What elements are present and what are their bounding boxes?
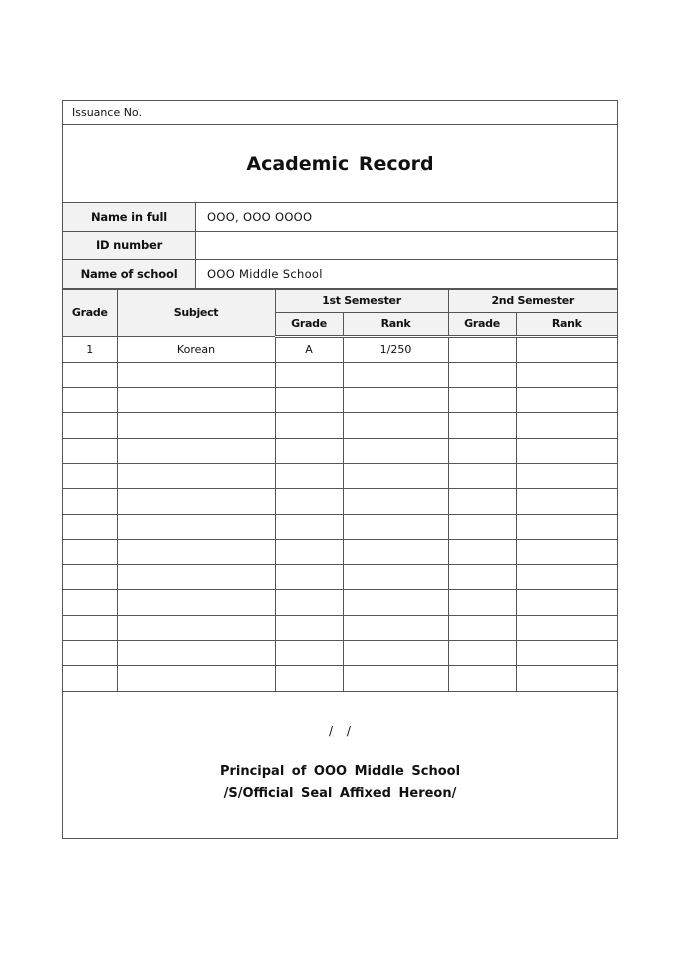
table-row	[63, 413, 617, 438]
cell-sem2-grade[interactable]	[448, 590, 516, 615]
header-2nd-semester: 2nd Semester	[448, 289, 617, 312]
cell-sem1-grade[interactable]	[275, 413, 343, 438]
cell-subject[interactable]	[117, 615, 275, 640]
cell-sem1-rank[interactable]	[343, 362, 448, 387]
cell-sem2-rank[interactable]	[516, 336, 617, 362]
cell-sem2-rank[interactable]	[516, 463, 617, 488]
header-1st-semester: 1st Semester	[275, 289, 448, 312]
header-sem1-rank: Rank	[343, 312, 448, 336]
table-row	[63, 514, 617, 539]
school-name-label: Name of school	[63, 260, 196, 288]
header-sem1-grade: Grade	[275, 312, 343, 336]
cell-sem2-grade[interactable]	[448, 514, 516, 539]
id-number-value[interactable]	[196, 232, 617, 260]
cell-sem1-grade[interactable]	[275, 565, 343, 590]
info-row-id	[63, 232, 617, 261]
cell-sem2-grade[interactable]	[448, 489, 516, 514]
cell-subject[interactable]	[117, 590, 275, 615]
table-row	[63, 666, 617, 691]
cell-sem2-rank[interactable]	[516, 438, 617, 463]
cell-grade[interactable]	[63, 565, 117, 590]
cell-sem1-rank[interactable]	[343, 514, 448, 539]
cell-sem1-rank[interactable]: 1/250	[343, 336, 448, 362]
cell-sem1-grade[interactable]	[275, 438, 343, 463]
header-subject: Subject	[117, 289, 275, 336]
table-row	[63, 438, 617, 463]
name-label: Name in full	[63, 203, 196, 231]
issuance-number-row	[63, 101, 617, 125]
cell-grade[interactable]	[63, 489, 117, 514]
table-row	[63, 362, 617, 387]
cell-sem1-rank[interactable]	[343, 539, 448, 564]
cell-sem1-rank[interactable]	[343, 615, 448, 640]
info-row-name	[63, 203, 617, 232]
cell-grade[interactable]	[63, 514, 117, 539]
table-row	[63, 489, 617, 514]
cell-sem1-rank[interactable]	[343, 413, 448, 438]
table-header-row-1	[63, 289, 617, 312]
document-title: Academic Record	[246, 152, 434, 175]
table-row	[63, 463, 617, 488]
cell-subject[interactable]	[117, 489, 275, 514]
cell-sem2-grade[interactable]	[448, 539, 516, 564]
cell-subject[interactable]	[117, 463, 275, 488]
principal-signature: Principal of OOO Middle School	[219, 763, 461, 779]
table-row	[63, 539, 617, 564]
cell-sem2-rank[interactable]	[516, 388, 617, 413]
official-seal-note: /S/Official Seal Affixed Hereon/	[223, 785, 457, 801]
cell-sem2-rank[interactable]	[516, 413, 617, 438]
cell-sem2-grade[interactable]	[448, 565, 516, 590]
cell-grade[interactable]	[63, 590, 117, 615]
name-value[interactable]: OOO, OOO OOOO	[207, 209, 313, 224]
cell-sem1-rank[interactable]	[343, 438, 448, 463]
table-row	[63, 336, 617, 362]
info-row-school	[63, 260, 617, 289]
cell-sem1-grade[interactable]	[275, 489, 343, 514]
cell-grade[interactable]	[63, 463, 117, 488]
table-row	[63, 615, 617, 640]
cell-sem1-rank[interactable]	[343, 463, 448, 488]
cell-sem2-rank[interactable]	[516, 590, 617, 615]
header-sem2-grade: Grade	[448, 312, 516, 336]
cell-subject[interactable]	[117, 641, 275, 666]
cell-grade[interactable]	[63, 438, 117, 463]
cell-sem1-grade[interactable]	[275, 641, 343, 666]
cell-grade[interactable]	[63, 641, 117, 666]
cell-sem2-grade[interactable]	[448, 336, 516, 362]
cell-sem1-grade[interactable]	[275, 514, 343, 539]
cell-grade[interactable]	[63, 413, 117, 438]
cell-subject[interactable]	[117, 388, 275, 413]
cell-sem1-grade[interactable]	[275, 388, 343, 413]
cell-subject[interactable]	[117, 565, 275, 590]
cell-sem2-grade[interactable]	[448, 438, 516, 463]
cell-sem2-grade[interactable]	[448, 413, 516, 438]
cell-sem1-grade[interactable]	[275, 590, 343, 615]
cell-subject[interactable]	[117, 514, 275, 539]
table-row	[63, 641, 617, 666]
issue-date: / /	[329, 723, 351, 738]
cell-sem1-rank[interactable]	[343, 590, 448, 615]
table-row	[63, 590, 617, 615]
cell-sem2-grade[interactable]	[448, 362, 516, 387]
cell-sem2-rank[interactable]	[516, 641, 617, 666]
table-row	[63, 388, 617, 413]
issuance-number-label: Issuance No.	[72, 106, 142, 119]
cell-sem1-rank[interactable]	[343, 641, 448, 666]
document-title-row	[63, 125, 617, 203]
cell-sem1-rank[interactable]	[343, 489, 448, 514]
cell-sem2-rank[interactable]	[516, 489, 617, 514]
cell-sem1-grade[interactable]: A	[275, 336, 343, 362]
grades-table-body	[63, 336, 617, 691]
grades-table	[63, 289, 617, 692]
cell-sem2-rank[interactable]	[516, 615, 617, 640]
cell-subject[interactable]	[117, 539, 275, 564]
cell-grade[interactable]	[63, 388, 117, 413]
cell-sem1-rank[interactable]	[343, 666, 448, 691]
cell-sem1-rank[interactable]	[343, 565, 448, 590]
academic-record-form	[62, 100, 618, 839]
cell-grade[interactable]: 1	[63, 336, 117, 362]
cell-subject[interactable]: Korean	[117, 336, 275, 362]
header-sem2-rank: Rank	[516, 312, 617, 336]
cell-sem2-rank[interactable]	[516, 514, 617, 539]
cell-sem1-grade[interactable]	[275, 463, 343, 488]
cell-sem1-grade[interactable]	[275, 539, 343, 564]
cell-grade[interactable]	[63, 666, 117, 691]
cell-sem2-rank[interactable]	[516, 565, 617, 590]
id-number-label: ID number	[63, 232, 196, 260]
cell-sem2-grade[interactable]	[448, 388, 516, 413]
cell-sem2-rank[interactable]	[516, 666, 617, 691]
cell-sem2-rank[interactable]	[516, 539, 617, 564]
cell-grade[interactable]	[63, 615, 117, 640]
cell-sem2-grade[interactable]	[448, 666, 516, 691]
cell-sem1-grade[interactable]	[275, 666, 343, 691]
certification-footer	[63, 692, 617, 838]
school-name-value[interactable]: OOO Middle School	[207, 266, 323, 281]
header-grade: Grade	[63, 289, 117, 336]
cell-grade[interactable]	[63, 539, 117, 564]
cell-sem2-grade[interactable]	[448, 615, 516, 640]
cell-grade[interactable]	[63, 362, 117, 387]
cell-sem2-grade[interactable]	[448, 641, 516, 666]
cell-sem1-grade[interactable]	[275, 362, 343, 387]
cell-subject[interactable]	[117, 438, 275, 463]
cell-sem2-grade[interactable]	[448, 463, 516, 488]
cell-sem1-grade[interactable]	[275, 615, 343, 640]
table-row	[63, 565, 617, 590]
cell-subject[interactable]	[117, 362, 275, 387]
cell-sem1-rank[interactable]	[343, 388, 448, 413]
cell-sem2-rank[interactable]	[516, 362, 617, 387]
cell-subject[interactable]	[117, 666, 275, 691]
cell-subject[interactable]	[117, 413, 275, 438]
